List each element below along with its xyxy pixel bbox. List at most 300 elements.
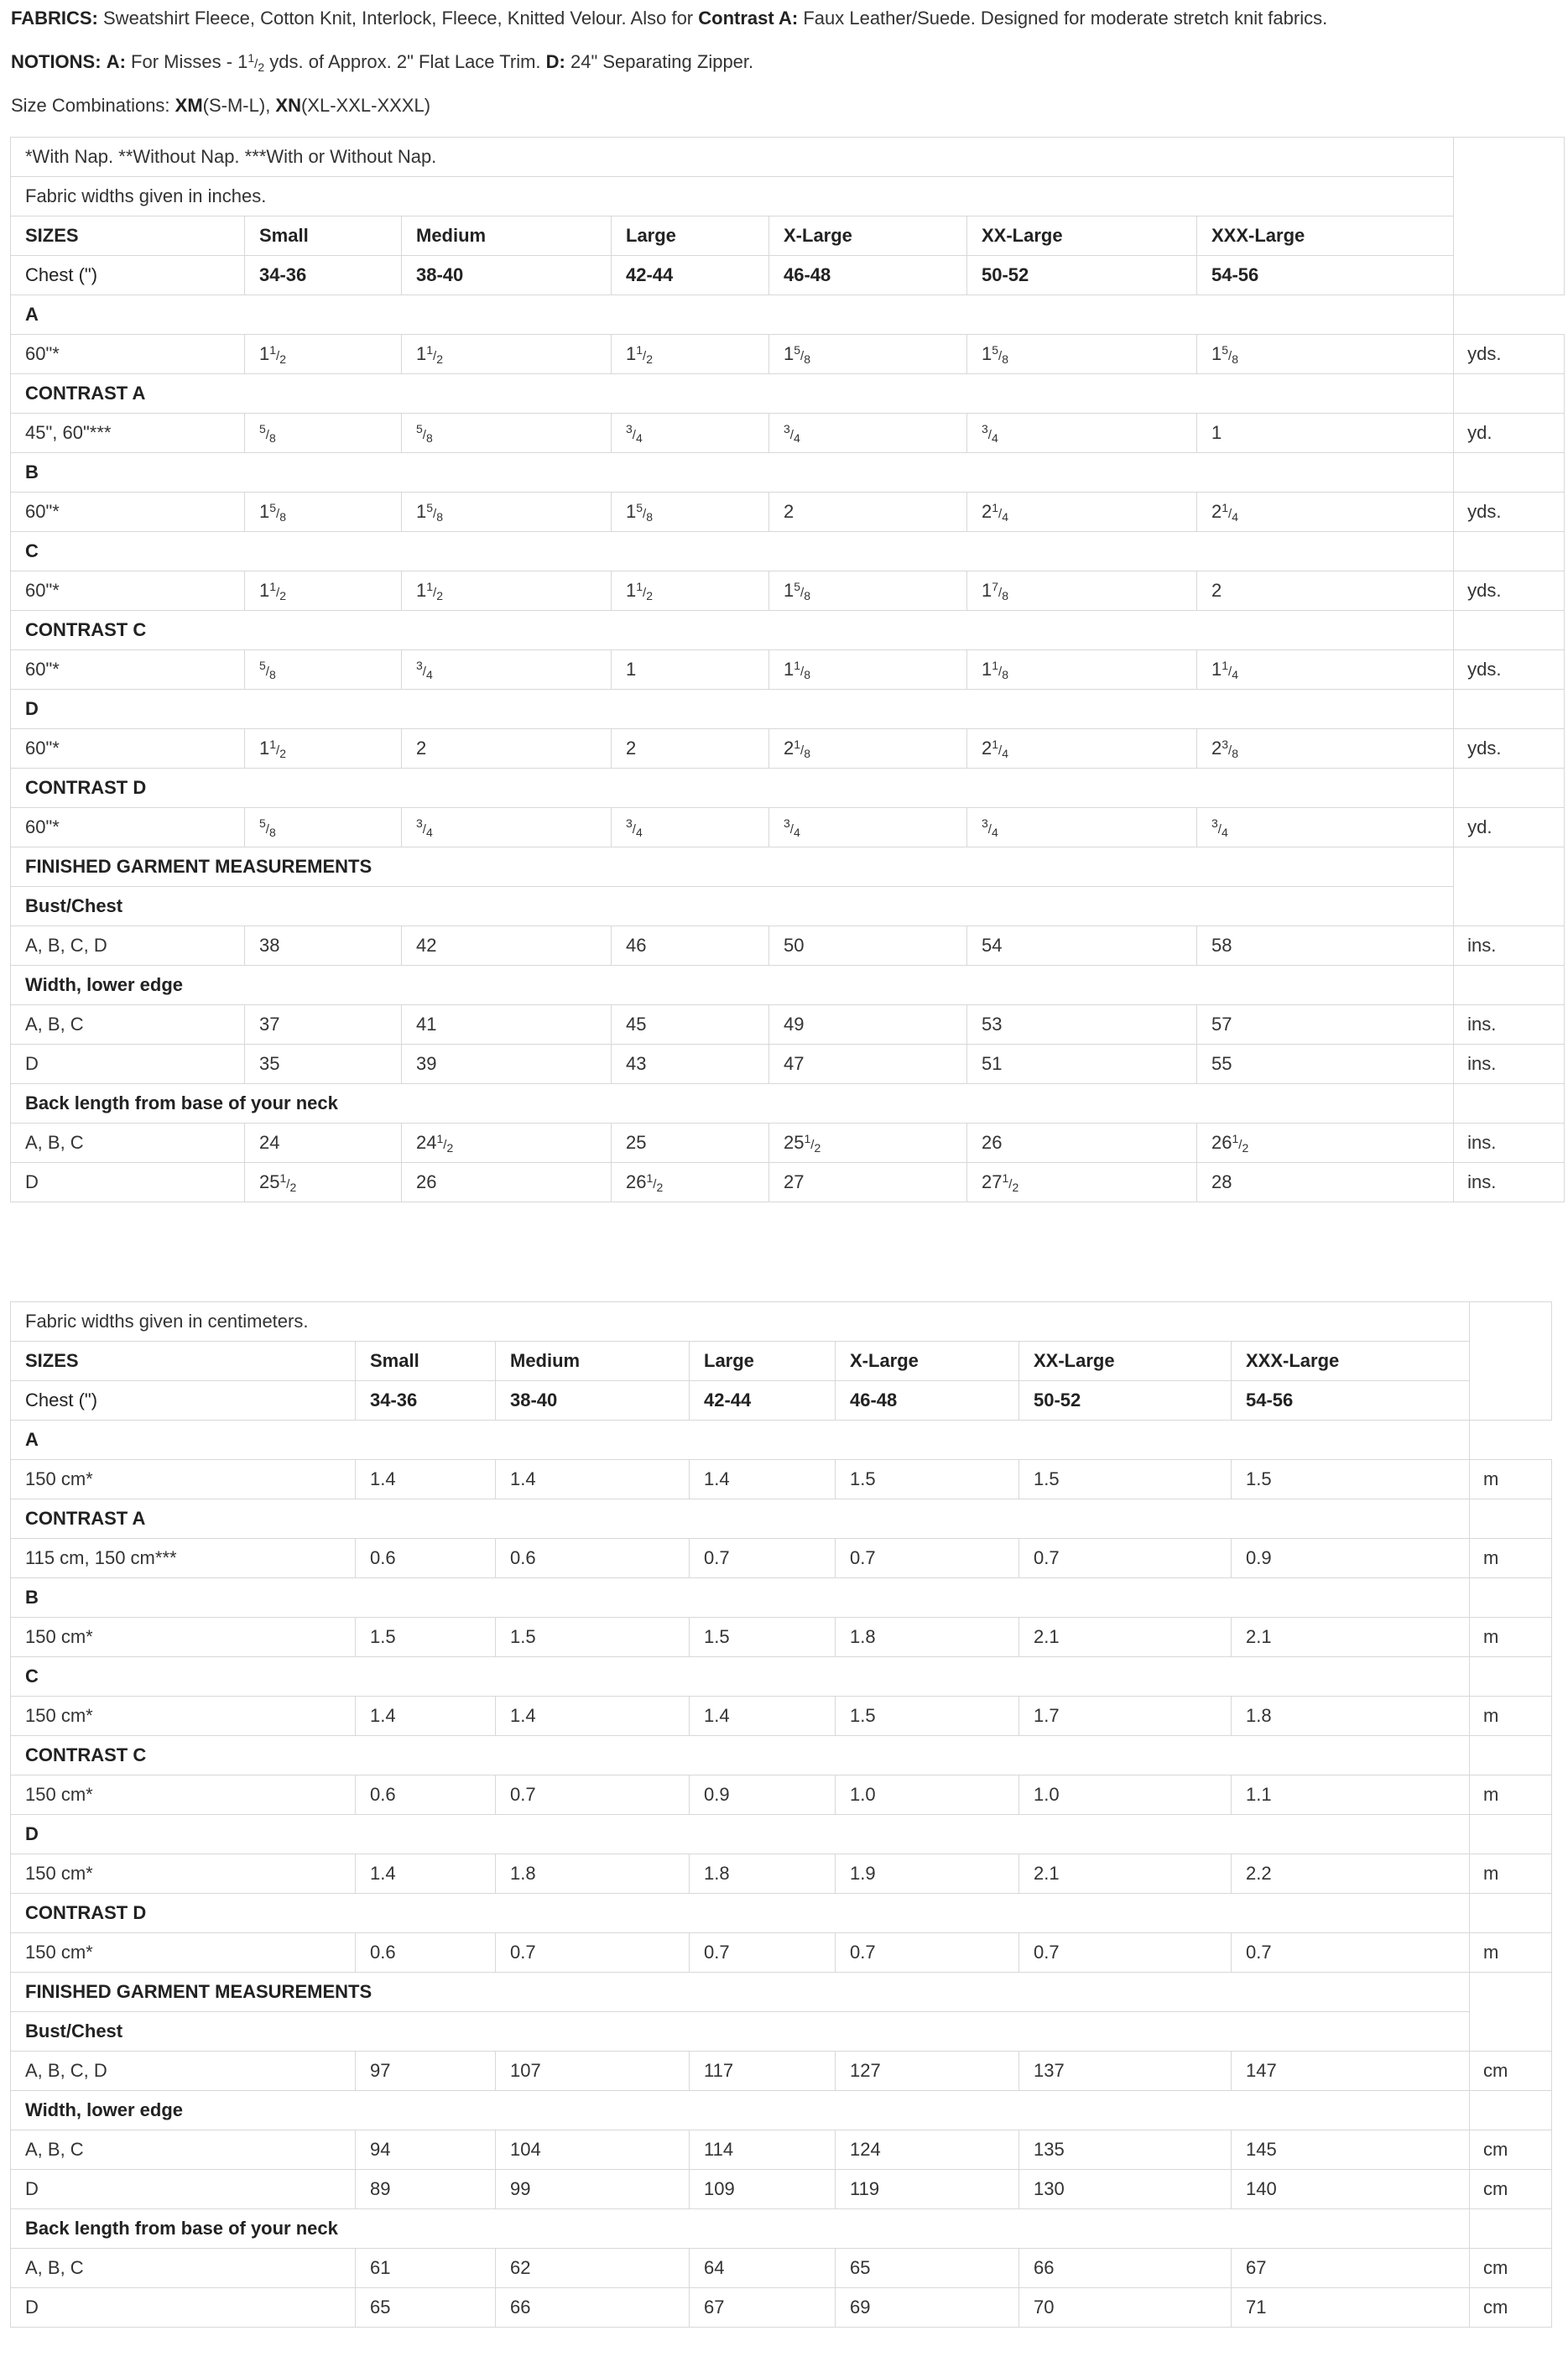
metric-section-heading: CONTRAST D (11, 1894, 1470, 1933)
metric-value-cell: 107 (496, 2052, 690, 2091)
imperial-data-row (11, 1005, 1565, 1045)
value-whole: 1 (416, 501, 427, 522)
imperial-data-row (11, 926, 1565, 966)
value-fraction-denominator: 2 (814, 1141, 821, 1155)
imperial-section-heading: CONTRAST C (11, 611, 1454, 650)
metric-value-cell: 1.5 (836, 1697, 1019, 1736)
imperial-value-cell (245, 335, 402, 374)
value-fraction-denominator: 2 (279, 352, 287, 366)
metric-value-cell: 0.7 (496, 1775, 690, 1815)
metric-section-row (11, 2209, 1552, 2249)
imperial-value-cell (245, 571, 402, 611)
imperial-value-cell: 2 (612, 729, 769, 769)
imperial-chest-cell: 34-36 (245, 256, 402, 295)
imperial-value-cell: 50 (769, 926, 967, 966)
value-fraction-numerator: 1 (992, 659, 999, 672)
value-fraction-numerator: 3 (784, 816, 790, 830)
value-whole: 25 (784, 1132, 805, 1153)
xm-text: (S-M-L), (202, 95, 276, 116)
value-fraction-denominator: 4 (991, 431, 998, 445)
imperial-value-cell: 26 (402, 1163, 612, 1202)
imperial-value-cell (967, 808, 1197, 847)
value-fraction: $^3/_4$ (982, 422, 998, 445)
imperial-header-cell: SIZES (11, 216, 245, 256)
imperial-value-cell (612, 335, 769, 374)
imperial-header-cell: Medium (402, 216, 612, 256)
metric-value-cell: 1.7 (1019, 1697, 1232, 1736)
value-fraction-denominator: 8 (268, 668, 276, 681)
imperial-value-cell: 49 (769, 1005, 967, 1045)
metric-value-cell: 1.5 (836, 1460, 1019, 1499)
metric-value-cell: 145 (1232, 2130, 1470, 2170)
value-fraction-denominator: 4 (793, 826, 800, 839)
imperial-unit-cell: yds. (1454, 729, 1565, 769)
imperial-data-row (11, 650, 1565, 690)
imperial-data-row (11, 493, 1565, 532)
metric-header-cell: XX-Large (1019, 1342, 1232, 1381)
notions-fraction: $^1/_2$ (247, 51, 265, 74)
value-fraction: $^1/_8$ (794, 659, 811, 681)
metric-unit-cell: m (1470, 1460, 1552, 1499)
imperial-value-cell (1197, 650, 1454, 690)
notions-a-label: A: (106, 51, 126, 72)
xn-label: XN (275, 95, 301, 116)
imperial-chest-cell: 42-44 (612, 256, 769, 295)
metric-row-label: 150 cm* (11, 1697, 356, 1736)
value-fraction: $^1/_2$ (269, 738, 287, 760)
value-whole: 2 (784, 738, 794, 759)
value-fraction-numerator: 1 (269, 738, 277, 751)
metric-value-cell: 2.1 (1232, 1618, 1470, 1657)
value-fraction-denominator: 8 (268, 431, 276, 445)
metric-note-widths: Fabric widths given in centimeters. (11, 1302, 1470, 1342)
metric-value-cell: 0.6 (496, 1539, 690, 1578)
imperial-header-cell: XX-Large (967, 216, 1197, 256)
metric-section-heading: A (11, 1421, 1470, 1460)
metric-value-cell: 66 (496, 2288, 690, 2328)
value-fraction-numerator: 5 (259, 422, 266, 435)
metric-row-label: 150 cm* (11, 1933, 356, 1973)
metric-value-cell: 1.9 (836, 1854, 1019, 1894)
imperial-value-cell (769, 1124, 967, 1163)
value-fraction-numerator: 3 (416, 659, 423, 672)
value-fraction-numerator: 1 (269, 343, 277, 357)
imperial-value-cell (769, 414, 967, 453)
value-fraction: $^5/_8$ (416, 422, 433, 445)
value-fraction-numerator: 5 (636, 501, 643, 514)
metric-section-row (11, 1421, 1552, 1460)
value-fraction-numerator: 5 (426, 501, 434, 514)
metric-note-widths-row (11, 1302, 1552, 1342)
metric-value-cell: 1.5 (496, 1618, 690, 1657)
value-fraction: $^5/_8$ (259, 816, 276, 839)
value-fraction-denominator: 8 (804, 589, 811, 602)
imperial-row-label: A, B, C (11, 1124, 245, 1163)
imperial-row-label: 45", 60"*** (11, 414, 245, 453)
metric-data-row (11, 2170, 1552, 2209)
imperial-section-row (11, 611, 1565, 650)
imperial-header-cell: Small (245, 216, 402, 256)
imperial-value-cell (245, 650, 402, 690)
imperial-section-heading: Width, lower edge (11, 966, 1454, 1005)
metric-value-cell: 1.4 (356, 1854, 496, 1894)
imperial-value-cell (967, 571, 1197, 611)
value-fraction-denominator: 2 (279, 589, 287, 602)
value-whole: 2 (1211, 501, 1222, 522)
value-whole: 1 (626, 501, 637, 522)
metric-row-label: D (11, 2288, 356, 2328)
value-fraction-numerator: 3 (626, 422, 633, 435)
metric-unit-cell: m (1470, 1618, 1552, 1657)
imperial-data-row (11, 729, 1565, 769)
imperial-value-cell (245, 729, 402, 769)
metric-section-heading: C (11, 1657, 1470, 1697)
metric-section-row (11, 1657, 1552, 1697)
metric-chest-cell: 46-48 (836, 1381, 1019, 1421)
metric-header-cell: X-Large (836, 1342, 1019, 1381)
metric-value-cell: 109 (690, 2170, 836, 2209)
notions-text-2: yds. of Approx. 2" Flat Lace Trim. (264, 51, 546, 72)
metric-unit-spacer (1470, 1302, 1552, 1421)
value-fraction-numerator: 1 (1222, 501, 1229, 514)
metric-unit-spacer (1470, 1657, 1552, 1697)
imperial-row-label: D (11, 1045, 245, 1084)
imperial-chest-cell: Chest (") (11, 256, 245, 295)
value-fraction: $^3/_4$ (784, 816, 800, 839)
value-fraction: $^5/_8$ (1222, 343, 1239, 366)
imperial-row-label: 60"* (11, 335, 245, 374)
imperial-note-widths-row (11, 177, 1565, 216)
imperial-unit-spacer (1454, 611, 1565, 650)
metric-value-cell: 1.5 (1232, 1460, 1470, 1499)
imperial-value-cell: 46 (612, 926, 769, 966)
value-whole: 1 (259, 501, 270, 522)
imperial-value-cell (769, 729, 967, 769)
imperial-value-cell (402, 414, 612, 453)
metric-value-cell: 147 (1232, 2052, 1470, 2091)
metric-unit-cell: m (1470, 1697, 1552, 1736)
imperial-note-nap-row (11, 138, 1565, 177)
value-whole: 1 (416, 343, 427, 364)
imperial-header-cell: XXX-Large (1197, 216, 1454, 256)
metric-value-cell: 0.6 (356, 1775, 496, 1815)
value-fraction: $^1/_2$ (646, 1171, 664, 1194)
value-fraction-numerator: 1 (1002, 1171, 1009, 1185)
metric-value-cell: 1.0 (1019, 1775, 1232, 1815)
value-fraction-numerator: 1 (426, 580, 434, 593)
imperial-unit-spacer (1454, 769, 1565, 808)
metric-row-label: A, B, C (11, 2130, 356, 2170)
imperial-value-cell (245, 414, 402, 453)
imperial-value-cell (1197, 493, 1454, 532)
value-whole: 1 (982, 659, 992, 680)
imperial-section-row (11, 966, 1565, 1005)
value-fraction: $^3/_4$ (982, 816, 998, 839)
value-whole: 26 (1211, 1132, 1232, 1153)
value-fraction-denominator: 4 (1002, 747, 1009, 760)
value-fraction: $^1/_2$ (269, 580, 287, 602)
imperial-unit-spacer (1454, 690, 1565, 729)
imperial-chest-row (11, 256, 1565, 295)
metric-data-row (11, 1618, 1552, 1657)
metric-value-cell: 114 (690, 2130, 836, 2170)
value-fraction-numerator: 1 (436, 1132, 444, 1145)
value-fraction: $^3/_4$ (626, 422, 643, 445)
imperial-value-cell: 47 (769, 1045, 967, 1084)
imperial-value-cell (1197, 729, 1454, 769)
metric-data-row (11, 1697, 1552, 1736)
metric-value-cell: 117 (690, 2052, 836, 2091)
metric-value-cell: 99 (496, 2170, 690, 2209)
value-whole: 25 (259, 1171, 280, 1192)
metric-unit-cell: cm (1470, 2249, 1552, 2288)
metric-chest-cell: 50-52 (1019, 1381, 1232, 1421)
metric-header-cell: XXX-Large (1232, 1342, 1470, 1381)
metric-value-cell: 62 (496, 2249, 690, 2288)
metric-value-cell: 1.8 (836, 1618, 1019, 1657)
metric-unit-spacer (1470, 2209, 1552, 2249)
imperial-section-heading: CONTRAST D (11, 769, 1454, 808)
value-fraction-denominator: 4 (635, 826, 643, 839)
metric-unit-spacer (1470, 1736, 1552, 1775)
imperial-data-row (11, 1124, 1565, 1163)
value-fraction-numerator: 3 (982, 422, 988, 435)
metric-data-row (11, 2130, 1552, 2170)
value-fraction-numerator: 5 (992, 343, 999, 357)
value-fraction-numerator: 5 (1222, 343, 1229, 357)
fabrics-line (11, 8, 1327, 29)
value-fraction-numerator: 1 (794, 738, 801, 751)
metric-value-cell: 2.1 (1019, 1854, 1232, 1894)
imperial-value-cell (612, 414, 769, 453)
metric-value-cell: 0.7 (690, 1539, 836, 1578)
metric-value-cell: 124 (836, 2130, 1019, 2170)
metric-chest-cell: 34-36 (356, 1381, 496, 1421)
metric-value-cell: 1.4 (496, 1460, 690, 1499)
metric-value-cell: 61 (356, 2249, 496, 2288)
imperial-value-cell: 24 (245, 1124, 402, 1163)
value-fraction-numerator: 3 (784, 422, 790, 435)
metric-value-cell: 69 (836, 2288, 1019, 2328)
imperial-section-heading: FINISHED GARMENT MEASUREMENTS (11, 847, 1454, 887)
value-fraction: $^5/_8$ (259, 659, 276, 681)
imperial-value-cell: 26 (967, 1124, 1197, 1163)
imperial-value-cell (402, 650, 612, 690)
imperial-value-cell (402, 808, 612, 847)
value-fraction: $^5/_8$ (259, 422, 276, 445)
metric-row-label: A, B, C (11, 2249, 356, 2288)
value-fraction-numerator: 1 (1232, 1132, 1239, 1145)
value-fraction-numerator: 3 (1222, 738, 1229, 751)
value-fraction: $^5/_8$ (426, 501, 444, 524)
notions-line (11, 51, 753, 76)
metric-section-heading: CONTRAST A (11, 1499, 1470, 1539)
value-fraction: $^1/_2$ (436, 1132, 454, 1155)
metric-value-cell: 1.4 (690, 1460, 836, 1499)
metric-value-cell: 1.4 (356, 1460, 496, 1499)
metric-unit-cell: m (1470, 1539, 1552, 1578)
metric-unit-cell: cm (1470, 2130, 1552, 2170)
imperial-value-cell (402, 493, 612, 532)
imperial-value-cell: 39 (402, 1045, 612, 1084)
metric-unit-spacer (1470, 1973, 1552, 2052)
value-fraction-denominator: 4 (991, 826, 998, 839)
value-fraction-numerator: 1 (804, 1132, 811, 1145)
fabrics-text-1: Sweatshirt Fleece, Cotton Knit, Interlock, Fleece, Knitted Velour. Also for (97, 8, 699, 29)
metric-value-cell: 66 (1019, 2249, 1232, 2288)
imperial-section-row (11, 887, 1565, 926)
value-fraction-numerator: 3 (416, 816, 423, 830)
imperial-section-heading: A (11, 295, 1454, 335)
value-fraction-denominator: 4 (1002, 510, 1009, 524)
value-fraction-denominator: 2 (1242, 1141, 1249, 1155)
metric-chest-cell: 42-44 (690, 1381, 836, 1421)
metric-data-row (11, 2052, 1552, 2091)
metric-row-label: 150 cm* (11, 1460, 356, 1499)
metric-row-label: D (11, 2170, 356, 2209)
imperial-value-cell: 2 (769, 493, 967, 532)
imperial-section-heading: CONTRAST A (11, 374, 1454, 414)
metric-chest-cell: Chest (") (11, 1381, 356, 1421)
value-fraction: $^5/_8$ (794, 343, 811, 366)
imperial-value-cell: 38 (245, 926, 402, 966)
metric-data-row (11, 2288, 1552, 2328)
metric-header-cell: Large (690, 1342, 836, 1381)
imperial-value-cell: 27 (769, 1163, 967, 1202)
value-fraction: $^1/_2$ (1002, 1171, 1019, 1194)
metric-value-cell: 135 (1019, 2130, 1232, 2170)
metric-row-label: 150 cm* (11, 1854, 356, 1894)
imperial-unit-spacer (1454, 374, 1565, 414)
metric-section-heading: FINISHED GARMENT MEASUREMENTS (11, 1973, 1470, 2012)
imperial-value-cell (402, 1124, 612, 1163)
notions-d-label: D: (545, 51, 565, 72)
imperial-row-label: A, B, C, D (11, 926, 245, 966)
imperial-value-cell (967, 335, 1197, 374)
imperial-section-row (11, 690, 1565, 729)
value-fraction-denominator: 2 (1012, 1181, 1019, 1194)
metric-value-cell: 70 (1019, 2288, 1232, 2328)
metric-value-cell: 137 (1019, 2052, 1232, 2091)
metric-value-cell: 1.8 (690, 1854, 836, 1894)
value-whole: 1 (259, 580, 270, 601)
metric-value-cell: 0.7 (1019, 1933, 1232, 1973)
value-fraction-numerator: 5 (259, 816, 266, 830)
metric-data-row (11, 1933, 1552, 1973)
imperial-value-cell: 53 (967, 1005, 1197, 1045)
imperial-data-row (11, 1163, 1565, 1202)
value-fraction: $^5/_8$ (794, 580, 811, 602)
imperial-unit-cell: yds. (1454, 650, 1565, 690)
imperial-value-cell (612, 493, 769, 532)
value-whole: 1 (982, 580, 992, 601)
imperial-value-cell: 1 (612, 650, 769, 690)
value-fraction-numerator: 5 (259, 659, 266, 672)
value-fraction: $^3/_4$ (1211, 816, 1228, 839)
imperial-row-label: 60"* (11, 729, 245, 769)
metric-value-cell: 1.8 (496, 1854, 690, 1894)
value-fraction-denominator: 2 (656, 1181, 664, 1194)
value-fraction-numerator: 5 (416, 422, 423, 435)
value-fraction: $^3/_4$ (416, 816, 433, 839)
fabrics-text-2: Faux Leather/Suede. Designed for moderate stretch knit fabrics. (798, 8, 1328, 29)
value-fraction-numerator: 3 (626, 816, 633, 830)
value-fraction-denominator: 4 (793, 431, 800, 445)
imperial-value-cell (402, 571, 612, 611)
value-fraction-denominator: 8 (804, 668, 811, 681)
metric-value-cell: 0.7 (836, 1933, 1019, 1973)
imperial-unit-cell: ins. (1454, 1005, 1565, 1045)
value-fraction-numerator: 7 (992, 580, 999, 593)
value-whole: 1 (784, 580, 794, 601)
value-whole: 24 (416, 1132, 437, 1153)
metric-section-heading: Back length from base of your neck (11, 2209, 1470, 2249)
metric-section-row (11, 1815, 1552, 1854)
value-fraction: $^1/_2$ (279, 1171, 297, 1194)
imperial-data-row (11, 335, 1565, 374)
value-fraction: $^3/_4$ (626, 816, 643, 839)
imperial-unit-cell: ins. (1454, 1045, 1565, 1084)
imperial-unit-spacer (1454, 138, 1565, 295)
value-fraction-denominator: 8 (1232, 352, 1239, 366)
imperial-section-heading: Back length from base of your neck (11, 1084, 1454, 1124)
value-fraction: $^1/_8$ (992, 659, 1009, 681)
value-fraction-denominator: 8 (804, 352, 811, 366)
metric-unit-spacer (1470, 2091, 1552, 2130)
value-fraction: $^1/_2$ (426, 580, 444, 602)
value-fraction: $^3/_8$ (1222, 738, 1239, 760)
metric-value-cell: 1.4 (690, 1697, 836, 1736)
metric-value-cell: 140 (1232, 2170, 1470, 2209)
imperial-section-heading: Bust/Chest (11, 887, 1454, 926)
metric-value-cell: 1.5 (1019, 1460, 1232, 1499)
value-whole: 2 (1211, 738, 1222, 759)
imperial-value-cell (245, 493, 402, 532)
imperial-row-label: A, B, C (11, 1005, 245, 1045)
imperial-value-cell (967, 414, 1197, 453)
size-combinations-line (11, 95, 430, 117)
value-fraction: $^1/_4$ (1222, 501, 1239, 524)
imperial-chest-cell: 38-40 (402, 256, 612, 295)
value-fraction-denominator: 8 (1002, 589, 1009, 602)
value-fraction: $^3/_4$ (416, 659, 433, 681)
value-fraction-numerator: 1 (636, 343, 643, 357)
value-fraction-numerator: 5 (269, 501, 277, 514)
value-fraction: $^1/_2$ (426, 343, 444, 366)
value-fraction: $^1/_4$ (992, 501, 1009, 524)
value-whole: 1 (259, 343, 270, 364)
metric-value-cell: 0.9 (1232, 1539, 1470, 1578)
metric-chest-row (11, 1381, 1552, 1421)
metric-value-cell: 119 (836, 2170, 1019, 2209)
imperial-value-cell (245, 1163, 402, 1202)
metric-unit-cell: cm (1470, 2288, 1552, 2328)
value-fraction-numerator: 1 (992, 738, 999, 751)
imperial-value-cell (612, 808, 769, 847)
imperial-value-cell: 2 (402, 729, 612, 769)
metric-unit-spacer (1470, 1499, 1552, 1539)
imperial-row-label: 60"* (11, 650, 245, 690)
value-fraction-denominator: 4 (1221, 826, 1228, 839)
value-whole: 26 (626, 1171, 647, 1192)
value-whole: 1 (416, 580, 427, 601)
metric-unit-cell: m (1470, 1775, 1552, 1815)
notions-text-1: For Misses - 1 (125, 51, 248, 72)
value-fraction-denominator: 8 (268, 826, 276, 839)
imperial-data-row (11, 571, 1565, 611)
imperial-data-row (11, 808, 1565, 847)
imperial-unit-cell: ins. (1454, 1163, 1565, 1202)
